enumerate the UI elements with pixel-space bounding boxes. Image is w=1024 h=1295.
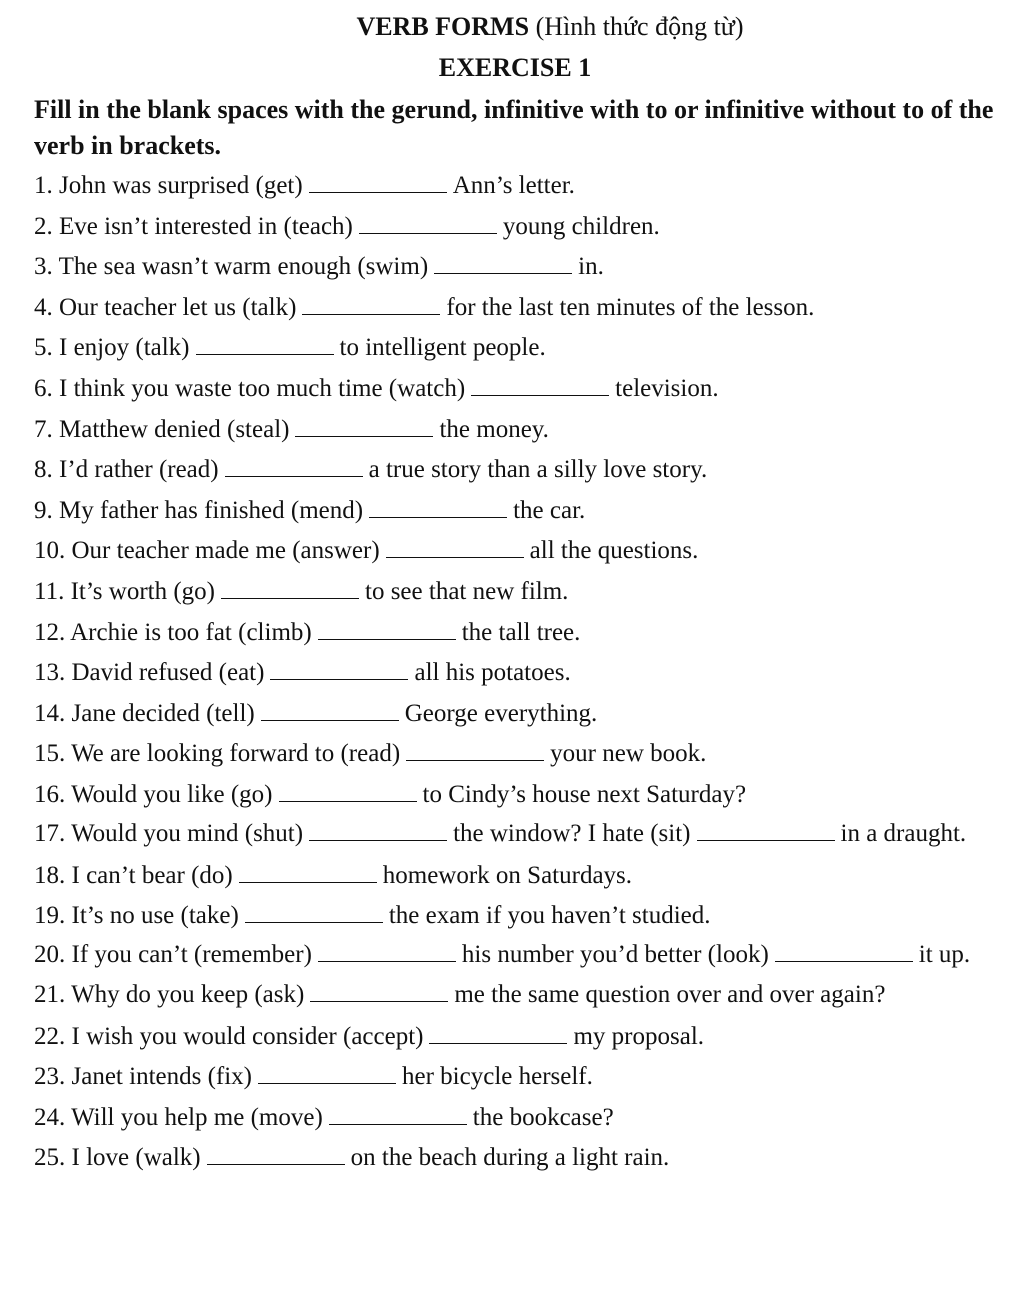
- question-text-after: the car.: [513, 496, 586, 524]
- instruction-text: Fill in the blank spaces with the gerund, infinitive with to or infinitive without to of the verb in brackets.: [34, 95, 994, 160]
- question-text-after: her bicycle herself.: [402, 1063, 593, 1091]
- answer-blank: [258, 1065, 396, 1084]
- answer-blank: [309, 822, 447, 841]
- question-number: 20.: [34, 940, 66, 968]
- question-item: [34, 1017, 996, 1058]
- question-text-after: to intelligent people.: [339, 334, 546, 362]
- question-text-after: George everything.: [404, 699, 598, 727]
- question-item: [34, 207, 996, 248]
- question-number: 22.: [34, 1022, 66, 1050]
- answer-blank: [429, 1025, 567, 1044]
- title-bold: VERB FORMS: [356, 12, 530, 41]
- question-item: [34, 491, 996, 532]
- question-number: 4.: [34, 293, 53, 321]
- question-number: 1.: [34, 172, 53, 199]
- question-text-after: on the beach during a light rain.: [350, 1144, 670, 1172]
- answer-blank: [295, 418, 433, 437]
- answer-blank: [310, 983, 448, 1002]
- question-number: 8.: [34, 456, 53, 484]
- question-text-before: If you can’t (remember): [71, 940, 312, 968]
- question-text-before: Jane decided (tell): [71, 699, 255, 727]
- answer-blank: [207, 1146, 345, 1165]
- question-text-before: Would you like (go): [71, 780, 273, 808]
- question-item: [34, 1057, 996, 1098]
- exercise-heading: EXERCISE 1: [438, 53, 592, 82]
- page-title: [34, 8, 996, 46]
- question-text-after: television.: [615, 374, 719, 402]
- question-text-after: homework on Saturdays.: [382, 861, 633, 889]
- title-note: (Hình thức động từ): [535, 12, 744, 41]
- question-item: [34, 613, 996, 654]
- answer-blank: [329, 1106, 467, 1125]
- answer-blank: [471, 377, 609, 396]
- question-number: 18.: [34, 861, 66, 889]
- question-text-after: the bookcase?: [472, 1103, 614, 1131]
- question-item: [34, 328, 996, 369]
- question-text-after: in a draught.: [840, 819, 967, 847]
- question-item: [34, 288, 996, 329]
- question-text-after: young children.: [502, 212, 660, 240]
- question-text-before: Our teacher made me (answer): [71, 537, 380, 565]
- question-item: [34, 816, 996, 852]
- question-number: 9.: [34, 496, 53, 524]
- question-number: 21.: [34, 980, 66, 1008]
- answer-blank: [697, 822, 835, 841]
- question-number: 24.: [34, 1103, 66, 1131]
- question-number: 12.: [34, 618, 66, 646]
- answer-blank: [196, 336, 334, 355]
- answer-blank: [239, 864, 377, 883]
- answer-blank: [434, 255, 572, 274]
- question-item: [34, 653, 996, 694]
- question-item: [34, 166, 996, 207]
- answer-blank: [359, 215, 497, 234]
- question-number: 14.: [34, 699, 66, 727]
- question-text-before: We are looking forward to (read): [71, 740, 401, 768]
- question-text-before: I can’t bear (do): [71, 861, 233, 889]
- question-text-before: Eve isn’t interested in (teach): [59, 212, 353, 240]
- question-text-before: John was surprised (get): [59, 172, 303, 199]
- question-item: [34, 450, 996, 491]
- question-text-before: Our teacher let us (talk): [59, 293, 297, 321]
- answer-blank: [221, 580, 359, 599]
- question-text-after: to Cindy’s house next Saturday?: [422, 780, 747, 808]
- question-text-after: the exam if you haven’t studied.: [388, 902, 711, 930]
- answer-blank: [309, 174, 447, 193]
- question-text-before: Why do you keep (ask): [71, 980, 305, 1008]
- question-text-before: It’s worth (go): [70, 577, 215, 605]
- question-text-middle: his number you’d better (look): [461, 940, 769, 968]
- question-item: [34, 734, 996, 775]
- question-text-before: Matthew denied (steal): [59, 415, 290, 443]
- question-list: [34, 166, 996, 1179]
- question-number: 16.: [34, 780, 66, 808]
- question-text-after: all his potatoes.: [414, 659, 571, 687]
- question-text-after: your new book.: [550, 740, 707, 768]
- question-text-before: It’s no use (take): [71, 902, 239, 930]
- answer-blank: [270, 661, 408, 680]
- question-number: 2.: [34, 212, 53, 240]
- question-text-before: Will you help me (move): [71, 1103, 323, 1131]
- question-number: 3.: [34, 253, 53, 281]
- question-text-after: to see that new film.: [365, 577, 569, 605]
- question-text-before: My father has finished (mend): [59, 496, 364, 524]
- question-item: [34, 369, 996, 410]
- question-text-after: for the last ten minutes of the lesson.: [446, 293, 815, 321]
- question-text-before: I wish you would consider (accept): [71, 1022, 424, 1050]
- question-item: [34, 572, 996, 613]
- question-item: [34, 937, 996, 973]
- question-item: [34, 775, 996, 816]
- question-text-middle: the window? I hate (sit): [453, 819, 691, 847]
- answer-blank: [245, 904, 383, 923]
- question-item: [34, 1098, 996, 1139]
- answer-blank: [318, 943, 456, 962]
- answer-blank: [261, 702, 399, 721]
- question-number: 6.: [34, 374, 53, 402]
- answer-blank: [406, 742, 544, 761]
- question-item: [34, 247, 996, 288]
- question-text-after: the money.: [439, 415, 549, 443]
- question-item: [34, 531, 996, 572]
- answer-blank: [386, 539, 524, 558]
- question-text-before: Archie is too fat (climb): [70, 618, 312, 646]
- question-number: 19.: [34, 902, 66, 930]
- question-number: 11.: [34, 577, 65, 605]
- question-text-before: I love (walk): [71, 1144, 201, 1172]
- question-text-before: Janet intends (fix): [71, 1063, 253, 1091]
- question-number: 15.: [34, 740, 66, 768]
- answer-blank: [775, 943, 913, 962]
- question-text-before: The sea wasn’t warm enough (swim): [58, 253, 429, 281]
- question-item: [34, 410, 996, 451]
- question-item: [34, 856, 996, 897]
- question-text-after: Ann’s letter.: [452, 172, 575, 199]
- question-text-after: the tall tree.: [461, 618, 581, 646]
- answer-blank: [318, 621, 456, 640]
- question-text-after: my proposal.: [573, 1022, 705, 1050]
- question-text-before: I think you waste too much time (watch): [59, 374, 466, 402]
- answer-blank: [225, 458, 363, 477]
- question-number: 10.: [34, 537, 66, 565]
- question-text-after: me the same question over and over again?: [454, 980, 886, 1008]
- question-text-before: I enjoy (talk): [59, 334, 190, 362]
- question-number: 17.: [34, 819, 66, 847]
- question-text-after: all the questions.: [529, 537, 699, 565]
- answer-blank: [279, 783, 417, 802]
- question-item: [34, 1138, 996, 1179]
- answer-blank: [369, 499, 507, 518]
- question-item: [34, 896, 996, 937]
- question-text-before: David refused (eat): [71, 659, 265, 687]
- question-text-after: a true story than a silly love story.: [368, 456, 708, 484]
- question-number: 25.: [34, 1144, 66, 1172]
- answer-blank: [302, 296, 440, 315]
- question-text-after: it up.: [918, 940, 971, 968]
- question-text-after: in.: [578, 253, 604, 281]
- question-number: 13.: [34, 659, 66, 687]
- question-number: 7.: [34, 415, 53, 443]
- question-number: 5.: [34, 334, 53, 362]
- question-item: [34, 694, 996, 735]
- question-text-before: I’d rather (read): [59, 456, 219, 484]
- question-text-before: Would you mind (shut): [71, 819, 304, 847]
- question-item: [34, 977, 996, 1013]
- question-number: 23.: [34, 1063, 66, 1091]
- worksheet: [34, 8, 996, 1179]
